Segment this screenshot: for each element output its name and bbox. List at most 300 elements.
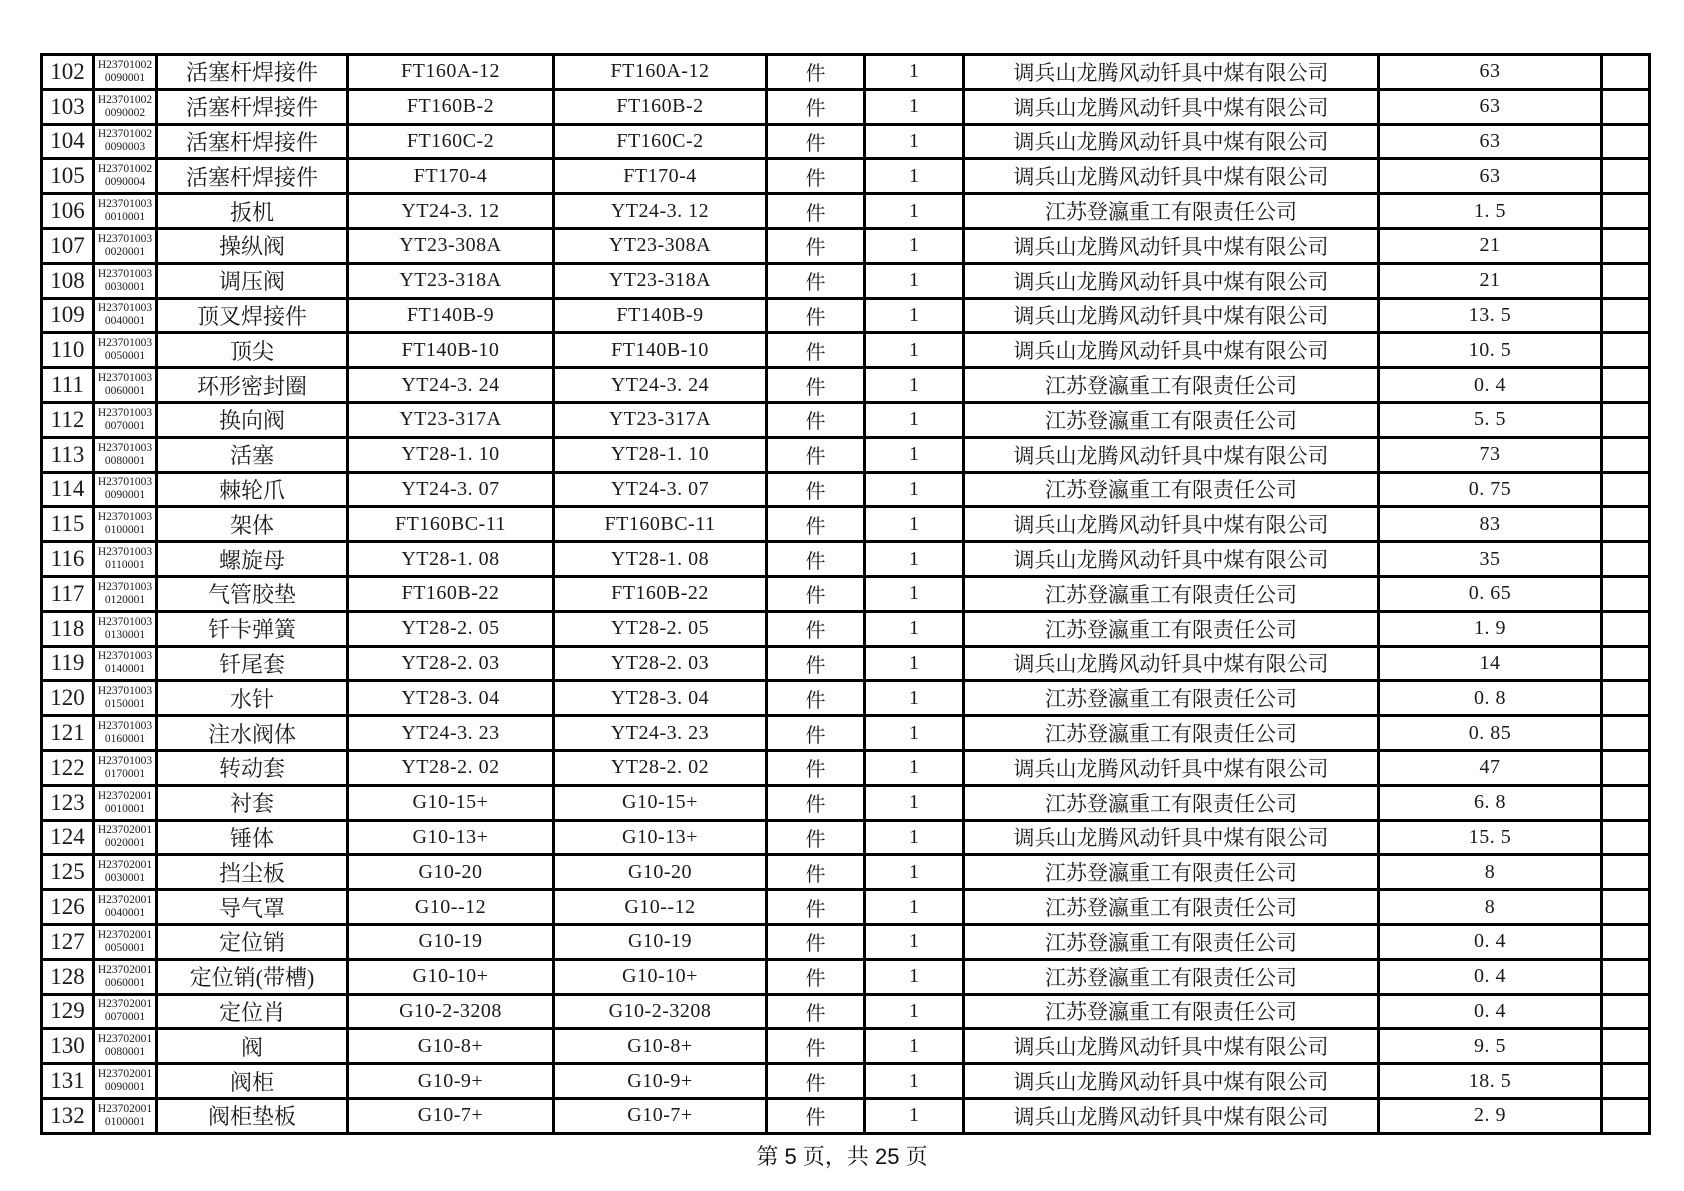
cell-unit: 件 (767, 89, 865, 124)
cell-spec-model-2: FT140B-10 (554, 333, 767, 368)
cell-part-name: 注水阀体 (157, 716, 348, 751)
cell-blank (1602, 820, 1650, 855)
cell-unit: 件 (767, 333, 865, 368)
cell-material-code (94, 542, 157, 577)
material-code-line1: H23702001 (97, 859, 153, 872)
cell-price: 10. 5 (1379, 333, 1602, 368)
cell-supplier: 调兵山龙腾风动钎具中煤有限公司 (964, 298, 1379, 333)
cell-material-code (94, 855, 157, 890)
cell-supplier: 调兵山龙腾风动钎具中煤有限公司 (964, 1029, 1379, 1064)
cell-quantity: 1 (865, 1029, 964, 1064)
material-code-line1: H23701002 (97, 128, 153, 141)
cell-unit: 件 (767, 750, 865, 785)
cell-row-number: 108 (42, 263, 94, 298)
cell-quantity: 1 (865, 1098, 964, 1133)
cell-supplier: 调兵山龙腾风动钎具中煤有限公司 (964, 820, 1379, 855)
material-code-line1: H23701003 (97, 267, 153, 280)
cell-unit: 件 (767, 542, 865, 577)
cell-unit: 件 (767, 55, 865, 90)
cell-spec-model: G10-10+ (348, 959, 554, 994)
cell-spec-model: YT28-2. 05 (348, 611, 554, 646)
cell-material-code (94, 611, 157, 646)
cell-spec-model-2: G10-19 (554, 924, 767, 959)
table-row (42, 437, 1650, 472)
cell-quantity: 1 (865, 576, 964, 611)
table-row (42, 890, 1650, 925)
cell-spec-model-2: G10-8+ (554, 1029, 767, 1064)
cell-blank (1602, 611, 1650, 646)
cell-spec-model-2: YT28-1. 10 (554, 437, 767, 472)
material-code-line2: 0020001 (104, 837, 146, 850)
cell-spec-model-2: YT24-3. 07 (554, 472, 767, 507)
cell-price: 0. 85 (1379, 716, 1602, 751)
cell-row-number: 129 (42, 994, 94, 1029)
cell-blank (1602, 542, 1650, 577)
cell-row-number: 115 (42, 507, 94, 542)
table-row (42, 402, 1650, 437)
cell-row-number: 102 (42, 55, 94, 90)
material-code-line2: 0090001 (104, 71, 146, 84)
cell-supplier: 调兵山龙腾风动钎具中煤有限公司 (964, 1098, 1379, 1133)
material-code-line2: 0030001 (104, 872, 146, 885)
material-code-line2: 0090004 (104, 176, 146, 189)
table-row (42, 611, 1650, 646)
cell-spec-model: G10-13+ (348, 820, 554, 855)
cell-quantity: 1 (865, 785, 964, 820)
cell-unit: 件 (767, 402, 865, 437)
material-code-line2: 0090003 (104, 141, 146, 154)
material-code-line2: 0160001 (104, 733, 146, 746)
cell-price: 63 (1379, 159, 1602, 194)
cell-unit: 件 (767, 472, 865, 507)
cell-unit: 件 (767, 681, 865, 716)
material-code-line2: 0110001 (105, 559, 145, 572)
cell-spec-model: G10-7+ (348, 1098, 554, 1133)
cell-blank (1602, 368, 1650, 403)
cell-blank (1602, 437, 1650, 472)
cell-unit: 件 (767, 1098, 865, 1133)
cell-spec-model: YT23-317A (348, 402, 554, 437)
cell-supplier: 江苏登瀛重工有限责任公司 (964, 785, 1379, 820)
cell-unit: 件 (767, 890, 865, 925)
cell-part-name: 活塞杆焊接件 (157, 89, 348, 124)
cell-material-code (94, 89, 157, 124)
material-code-line2: 0130001 (104, 628, 146, 641)
material-code-line1: H23701002 (97, 163, 153, 176)
cell-row-number: 128 (42, 959, 94, 994)
material-code-line2: 0040001 (104, 907, 146, 920)
cell-quantity: 1 (865, 994, 964, 1029)
cell-spec-model-2: YT23-308A (554, 228, 767, 263)
cell-spec-model-2: YT23-317A (554, 402, 767, 437)
cell-material-code (94, 785, 157, 820)
cell-supplier: 江苏登瀛重工有限责任公司 (964, 681, 1379, 716)
cell-supplier: 江苏登瀛重工有限责任公司 (964, 472, 1379, 507)
cell-part-name: 活塞杆焊接件 (157, 124, 348, 159)
cell-blank (1602, 89, 1650, 124)
cell-price: 14 (1379, 646, 1602, 681)
table-row (42, 124, 1650, 159)
cell-unit: 件 (767, 124, 865, 159)
table-row (42, 1029, 1650, 1064)
cell-supplier: 江苏登瀛重工有限责任公司 (964, 890, 1379, 925)
cell-spec-model-2: FT160B-22 (554, 576, 767, 611)
material-code-line1: H23701002 (97, 93, 153, 106)
cell-quantity: 1 (865, 959, 964, 994)
cell-quantity: 1 (865, 194, 964, 229)
cell-spec-model-2: FT160C-2 (554, 124, 767, 159)
cell-spec-model: YT28-3. 04 (348, 681, 554, 716)
cell-blank (1602, 890, 1650, 925)
cell-spec-model-2: FT160B-2 (554, 89, 767, 124)
cell-quantity: 1 (865, 507, 964, 542)
cell-unit: 件 (767, 507, 865, 542)
material-code-line2: 0030001 (104, 280, 146, 293)
cell-material-code (94, 437, 157, 472)
parts-table (40, 53, 1651, 1135)
cell-blank (1602, 1098, 1650, 1133)
table-row (42, 1064, 1650, 1099)
material-code-line1: H23701002 (97, 58, 153, 71)
cell-part-name: 挡尘板 (157, 855, 348, 890)
cell-blank (1602, 959, 1650, 994)
cell-row-number: 110 (42, 333, 94, 368)
cell-quantity: 1 (865, 890, 964, 925)
cell-row-number: 117 (42, 576, 94, 611)
cell-material-code (94, 716, 157, 751)
cell-unit: 件 (767, 228, 865, 263)
cell-unit: 件 (767, 368, 865, 403)
cell-spec-model-2: YT23-318A (554, 263, 767, 298)
cell-part-name: 定位肖 (157, 994, 348, 1029)
cell-unit: 件 (767, 646, 865, 681)
cell-supplier: 调兵山龙腾风动钎具中煤有限公司 (964, 750, 1379, 785)
table-row (42, 785, 1650, 820)
cell-quantity: 1 (865, 924, 964, 959)
cell-blank (1602, 716, 1650, 751)
cell-blank (1602, 681, 1650, 716)
cell-spec-model-2: G10--12 (554, 890, 767, 925)
cell-spec-model-2: YT28-2. 05 (554, 611, 767, 646)
cell-spec-model: YT28-2. 03 (348, 646, 554, 681)
cell-spec-model: G10-19 (348, 924, 554, 959)
cell-price: 1. 5 (1379, 194, 1602, 229)
cell-part-name: 环形密封圈 (157, 368, 348, 403)
cell-spec-model: YT28-1. 10 (348, 437, 554, 472)
material-code-line1: H23701003 (97, 650, 153, 663)
cell-supplier: 调兵山龙腾风动钎具中煤有限公司 (964, 89, 1379, 124)
cell-material-code (94, 159, 157, 194)
cell-price: 13. 5 (1379, 298, 1602, 333)
cell-part-name: 衬套 (157, 785, 348, 820)
cell-spec-model-2: G10-10+ (554, 959, 767, 994)
cell-quantity: 1 (865, 263, 964, 298)
table-row (42, 994, 1650, 1029)
cell-price: 35 (1379, 542, 1602, 577)
cell-spec-model-2: FT160A-12 (554, 55, 767, 90)
cell-material-code (94, 576, 157, 611)
cell-unit: 件 (767, 1029, 865, 1064)
cell-supplier: 调兵山龙腾风动钎具中煤有限公司 (964, 333, 1379, 368)
cell-part-name: 活塞杆焊接件 (157, 159, 348, 194)
cell-spec-model-2: G10-7+ (554, 1098, 767, 1133)
cell-price: 0. 4 (1379, 924, 1602, 959)
cell-supplier: 江苏登瀛重工有限责任公司 (964, 368, 1379, 403)
cell-price: 2. 9 (1379, 1098, 1602, 1133)
cell-unit: 件 (767, 1064, 865, 1099)
cell-supplier: 调兵山龙腾风动钎具中煤有限公司 (964, 228, 1379, 263)
cell-part-name: 顶尖 (157, 333, 348, 368)
cell-material-code (94, 750, 157, 785)
parts-table-body (42, 55, 1650, 1134)
material-code-line2: 0080001 (104, 454, 146, 467)
cell-blank (1602, 159, 1650, 194)
cell-supplier: 调兵山龙腾风动钎具中煤有限公司 (964, 159, 1379, 194)
cell-spec-model: G10-20 (348, 855, 554, 890)
cell-spec-model: FT170-4 (348, 159, 554, 194)
cell-spec-model-2: G10-13+ (554, 820, 767, 855)
cell-price: 0. 4 (1379, 959, 1602, 994)
cell-spec-model-2: G10-20 (554, 855, 767, 890)
cell-material-code (94, 194, 157, 229)
cell-material-code (94, 298, 157, 333)
cell-spec-model-2: YT28-2. 02 (554, 750, 767, 785)
cell-blank (1602, 194, 1650, 229)
cell-row-number: 107 (42, 228, 94, 263)
material-code-line2: 0100001 (104, 1115, 146, 1128)
cell-material-code (94, 333, 157, 368)
cell-price: 63 (1379, 89, 1602, 124)
cell-row-number: 109 (42, 298, 94, 333)
cell-part-name: 导气罩 (157, 890, 348, 925)
cell-price: 5. 5 (1379, 402, 1602, 437)
cell-material-code (94, 1098, 157, 1133)
cell-material-code (94, 924, 157, 959)
cell-blank (1602, 472, 1650, 507)
cell-unit: 件 (767, 716, 865, 751)
cell-unit: 件 (767, 959, 865, 994)
cell-blank (1602, 750, 1650, 785)
cell-quantity: 1 (865, 159, 964, 194)
cell-spec-model-2: YT24-3. 24 (554, 368, 767, 403)
cell-row-number: 103 (42, 89, 94, 124)
cell-quantity: 1 (865, 124, 964, 159)
material-code-line1: H23701003 (97, 580, 153, 593)
cell-row-number: 111 (42, 368, 94, 403)
cell-price: 21 (1379, 228, 1602, 263)
cell-spec-model: YT24-3. 24 (348, 368, 554, 403)
cell-material-code (94, 994, 157, 1029)
table-row (42, 924, 1650, 959)
cell-blank (1602, 55, 1650, 90)
cell-quantity: 1 (865, 437, 964, 472)
cell-blank (1602, 228, 1650, 263)
material-code-line2: 0010001 (104, 802, 146, 815)
cell-part-name: 钎尾套 (157, 646, 348, 681)
material-code-line1: H23701003 (97, 511, 153, 524)
cell-blank (1602, 924, 1650, 959)
cell-spec-model-2: G10-2-3208 (554, 994, 767, 1029)
table-row (42, 472, 1650, 507)
cell-price: 0. 4 (1379, 994, 1602, 1029)
material-code-line2: 0040001 (104, 315, 146, 328)
cell-blank (1602, 1029, 1650, 1064)
cell-part-name: 定位销 (157, 924, 348, 959)
cell-quantity: 1 (865, 716, 964, 751)
cell-quantity: 1 (865, 646, 964, 681)
cell-row-number: 131 (42, 1064, 94, 1099)
cell-part-name: 钎卡弹簧 (157, 611, 348, 646)
cell-spec-model: YT23-318A (348, 263, 554, 298)
cell-part-name: 活塞杆焊接件 (157, 55, 348, 90)
cell-row-number: 132 (42, 1098, 94, 1133)
cell-spec-model: YT28-2. 02 (348, 750, 554, 785)
cell-quantity: 1 (865, 368, 964, 403)
cell-part-name: 架体 (157, 507, 348, 542)
table-row (42, 333, 1650, 368)
cell-price: 0. 65 (1379, 576, 1602, 611)
cell-part-name: 棘轮爪 (157, 472, 348, 507)
material-code-line1: H23702001 (97, 789, 153, 802)
cell-blank (1602, 576, 1650, 611)
cell-material-code (94, 820, 157, 855)
cell-part-name: 调压阀 (157, 263, 348, 298)
material-code-line1: H23702001 (97, 963, 153, 976)
material-code-line2: 0140001 (104, 663, 146, 676)
cell-blank (1602, 646, 1650, 681)
cell-supplier: 调兵山龙腾风动钎具中煤有限公司 (964, 646, 1379, 681)
cell-supplier: 江苏登瀛重工有限责任公司 (964, 402, 1379, 437)
material-code-line1: H23702001 (97, 1033, 153, 1046)
material-code-line1: H23701003 (97, 406, 153, 419)
cell-supplier: 江苏登瀛重工有限责任公司 (964, 994, 1379, 1029)
material-code-line1: H23701003 (97, 754, 153, 767)
cell-price: 83 (1379, 507, 1602, 542)
table-row (42, 542, 1650, 577)
cell-row-number: 116 (42, 542, 94, 577)
cell-material-code (94, 890, 157, 925)
cell-material-code (94, 959, 157, 994)
cell-spec-model: FT160BC-11 (348, 507, 554, 542)
table-row (42, 159, 1650, 194)
cell-quantity: 1 (865, 542, 964, 577)
cell-price: 0. 8 (1379, 681, 1602, 716)
cell-spec-model: YT28-1. 08 (348, 542, 554, 577)
cell-blank (1602, 1064, 1650, 1099)
table-row (42, 646, 1650, 681)
material-code-line1: H23701003 (97, 232, 153, 245)
cell-blank (1602, 994, 1650, 1029)
cell-row-number: 106 (42, 194, 94, 229)
cell-spec-model: G10--12 (348, 890, 554, 925)
cell-quantity: 1 (865, 855, 964, 890)
cell-row-number: 121 (42, 716, 94, 751)
material-code-line2: 0010001 (104, 211, 146, 224)
material-code-line2: 0150001 (104, 698, 146, 711)
cell-spec-model: FT160A-12 (348, 55, 554, 90)
material-code-line1: H23702001 (97, 824, 153, 837)
cell-quantity: 1 (865, 55, 964, 90)
cell-unit: 件 (767, 820, 865, 855)
cell-supplier: 江苏登瀛重工有限责任公司 (964, 611, 1379, 646)
cell-supplier: 调兵山龙腾风动钎具中煤有限公司 (964, 542, 1379, 577)
cell-unit: 件 (767, 194, 865, 229)
cell-blank (1602, 124, 1650, 159)
table-row (42, 681, 1650, 716)
material-code-line2: 0090001 (104, 1081, 146, 1093)
cell-quantity: 1 (865, 228, 964, 263)
material-code-line2: 0090001 (104, 489, 146, 502)
material-code-line1: H23702001 (97, 1068, 153, 1080)
cell-material-code (94, 681, 157, 716)
cell-row-number: 126 (42, 890, 94, 925)
material-code-line1: H23701003 (97, 337, 153, 350)
table-row (42, 820, 1650, 855)
material-code-line1: H23701003 (97, 198, 153, 211)
cell-part-name: 顶叉焊接件 (157, 298, 348, 333)
cell-blank (1602, 333, 1650, 368)
cell-row-number: 122 (42, 750, 94, 785)
cell-part-name: 转动套 (157, 750, 348, 785)
cell-quantity: 1 (865, 402, 964, 437)
material-code-line1: H23701003 (97, 685, 153, 698)
cell-supplier: 调兵山龙腾风动钎具中煤有限公司 (964, 55, 1379, 90)
cell-spec-model-2: YT24-3. 12 (554, 194, 767, 229)
material-code-line2: 0090002 (104, 106, 146, 119)
table-row (42, 576, 1650, 611)
cell-spec-model: G10-2-3208 (348, 994, 554, 1029)
table-row (42, 855, 1650, 890)
cell-spec-model-2: YT28-3. 04 (554, 681, 767, 716)
material-code-line1: H23701003 (97, 615, 153, 628)
table-row (42, 298, 1650, 333)
material-code-line1: H23702001 (97, 998, 153, 1011)
table-row (42, 507, 1650, 542)
cell-material-code (94, 646, 157, 681)
table-row (42, 263, 1650, 298)
cell-supplier: 江苏登瀛重工有限责任公司 (964, 576, 1379, 611)
material-code-line2: 0120001 (104, 593, 146, 606)
material-code-line1: H23701003 (97, 372, 153, 385)
cell-part-name: 换向阀 (157, 402, 348, 437)
material-code-line1: H23701003 (97, 476, 153, 489)
cell-blank (1602, 507, 1650, 542)
cell-spec-model: YT24-3. 23 (348, 716, 554, 751)
cell-unit: 件 (767, 611, 865, 646)
cell-part-name: 螺旋母 (157, 542, 348, 577)
cell-unit: 件 (767, 159, 865, 194)
cell-blank (1602, 785, 1650, 820)
table-row (42, 959, 1650, 994)
cell-blank (1602, 298, 1650, 333)
cell-supplier: 调兵山龙腾风动钎具中煤有限公司 (964, 507, 1379, 542)
cell-row-number: 114 (42, 472, 94, 507)
cell-price: 47 (1379, 750, 1602, 785)
cell-spec-model: YT23-308A (348, 228, 554, 263)
cell-supplier: 调兵山龙腾风动钎具中煤有限公司 (964, 1064, 1379, 1099)
cell-price: 1. 9 (1379, 611, 1602, 646)
cell-quantity: 1 (865, 89, 964, 124)
cell-material-code (94, 1064, 157, 1099)
cell-spec-model: G10-9+ (348, 1064, 554, 1099)
cell-price: 6. 8 (1379, 785, 1602, 820)
cell-unit: 件 (767, 994, 865, 1029)
material-code-line2: 0060001 (104, 385, 146, 398)
cell-part-name: 阀柜垫板 (157, 1098, 348, 1133)
cell-spec-model: FT140B-10 (348, 333, 554, 368)
cell-supplier: 江苏登瀛重工有限责任公司 (964, 959, 1379, 994)
cell-quantity: 1 (865, 750, 964, 785)
